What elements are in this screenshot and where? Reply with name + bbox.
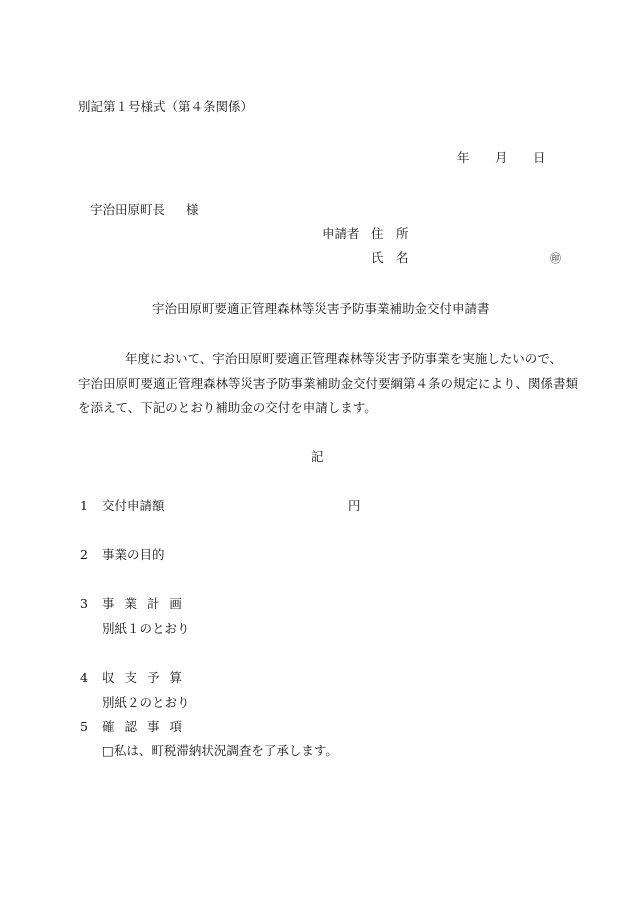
item-5-number: 5 xyxy=(80,719,88,734)
item-1-label: 交付申請額 xyxy=(102,498,165,513)
item-5-label: 確 認 事 項 xyxy=(102,719,185,734)
date-month-label: 月 xyxy=(495,150,508,165)
addressee-name: 宇治田原町長 xyxy=(90,202,166,217)
consent-text: 私は、町税滞納状況調査を了承します。 xyxy=(113,743,338,758)
item-4-label: 収 支 予 算 xyxy=(102,670,185,685)
form-label: 別記第１号様式（第４条関係） xyxy=(78,99,254,114)
item-2-number: 2 xyxy=(80,547,88,562)
item-1-number: 1 xyxy=(80,498,88,513)
item-3-number: 3 xyxy=(80,596,88,611)
seal-mark: ㊞ xyxy=(550,252,561,265)
consent-checkbox[interactable]: □ xyxy=(102,743,114,758)
applicant-label: 申請者 xyxy=(322,226,360,241)
item-1-unit: 円 xyxy=(348,498,361,513)
item-2-label: 事業の目的 xyxy=(102,547,165,562)
body-line-1: 年度において、宇治田原町要適正管理森林等災害予防事業を実施したいので、 xyxy=(125,351,563,366)
item-4-detail: 別紙２のとおり xyxy=(102,695,190,710)
body-line-3: を添えて、下記のとおり補助金の交付を申請します。 xyxy=(78,400,377,415)
ki-label: 記 xyxy=(311,449,324,464)
applicant-address-label: 住 所 xyxy=(371,226,409,241)
applicant-name-label: 氏 名 xyxy=(371,250,409,265)
document-title: 宇治田原町要適正管理森林等災害予防事業補助金交付申請書 xyxy=(152,301,490,316)
addressee-honorific: 様 xyxy=(186,202,199,217)
date-year-label: 年 xyxy=(457,150,470,165)
item-3-detail: 別紙１のとおり xyxy=(102,621,190,636)
item-3-label: 事 業 計 画 xyxy=(102,596,185,611)
date-day-label: 日 xyxy=(533,150,546,165)
item-4-number: 4 xyxy=(80,670,88,685)
body-line-2: 宇治田原町要適正管理森林等災害予防事業補助金交付要綱第４条の規定により、関係書類 xyxy=(78,376,579,391)
consent-row xyxy=(102,745,338,758)
